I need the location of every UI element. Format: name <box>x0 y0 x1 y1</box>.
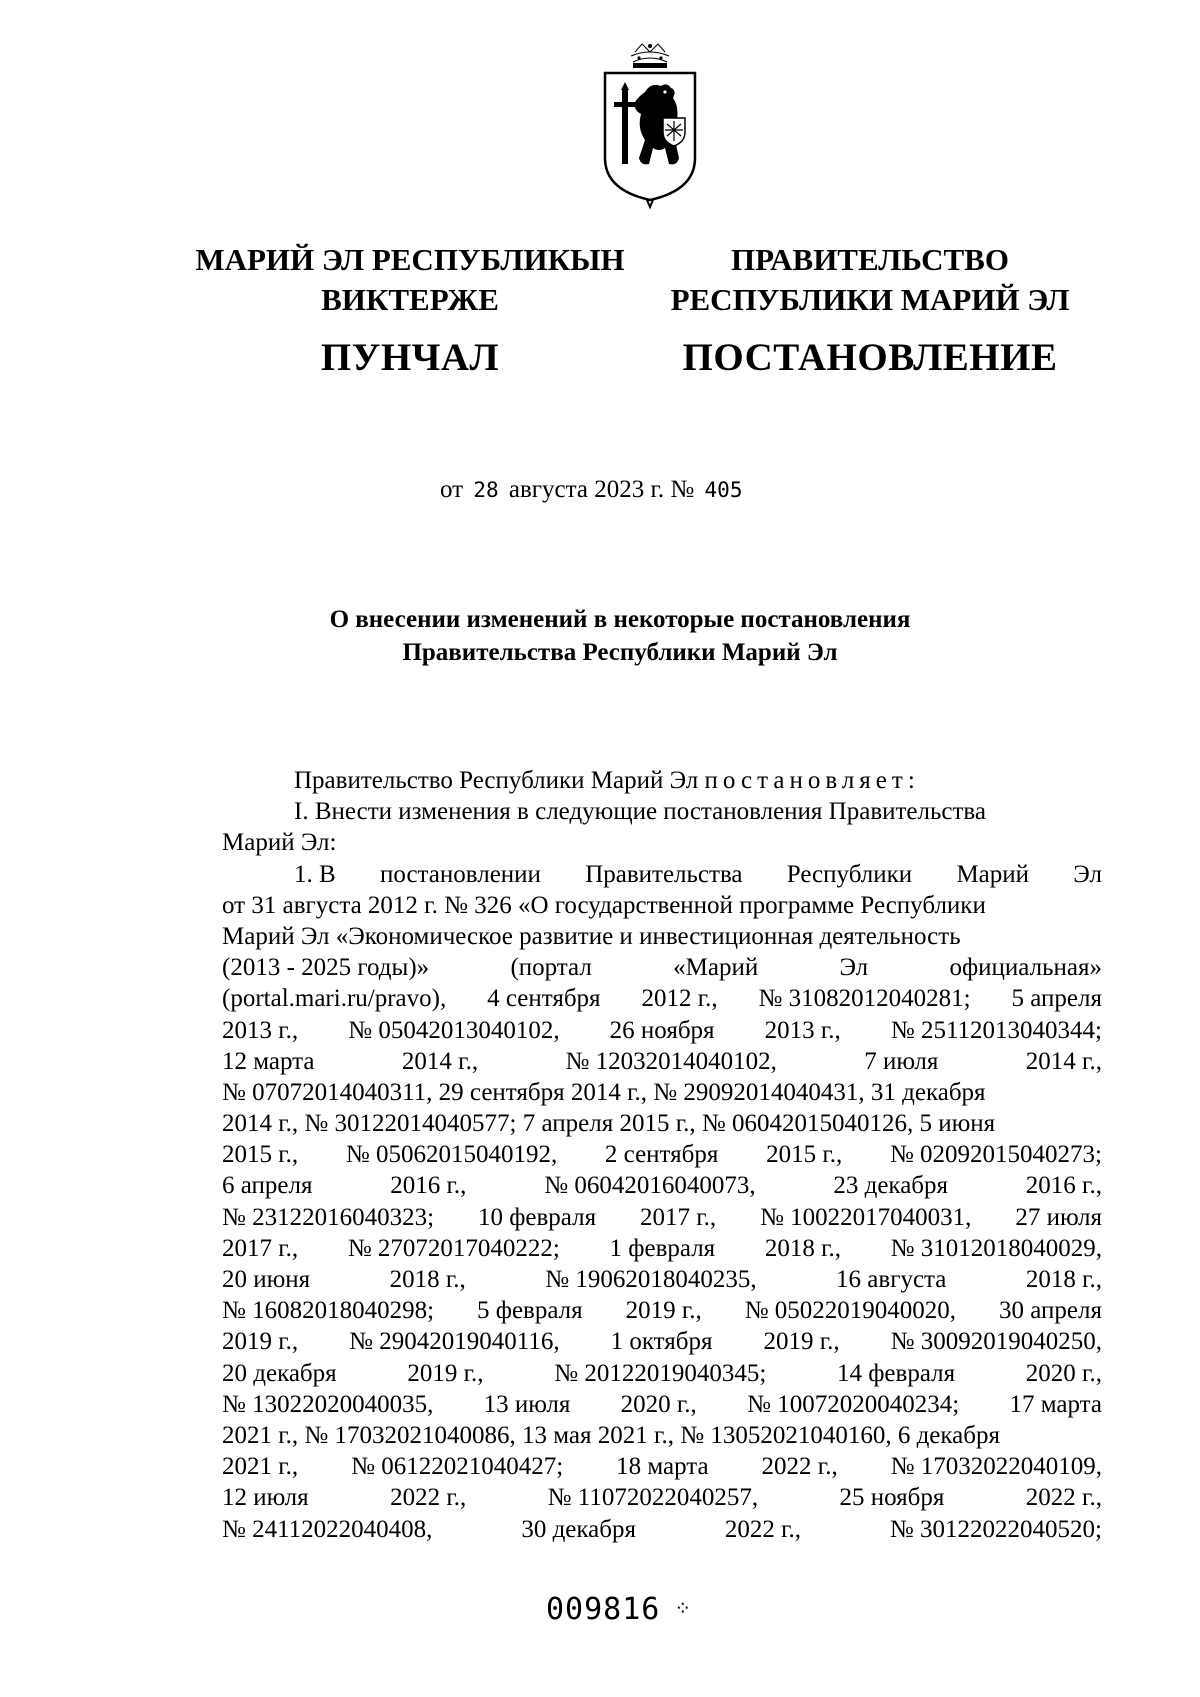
header-left-doc-type: ПУНЧАЛ <box>320 335 500 379</box>
document-title <box>230 603 1010 669</box>
text-token: 14 февраля <box>836 1359 956 1387</box>
text-line <box>222 1451 1102 1482</box>
document-body <box>222 765 1102 1545</box>
title-line-1: О внесении изменений в некоторые постановления <box>329 606 911 633</box>
text-token: № 10022017040031, <box>760 1203 972 1231</box>
text-line <box>222 1170 1102 1201</box>
paragraph-item-1 <box>222 796 1102 858</box>
text-token: 1. В <box>294 860 336 888</box>
text-token: № 06122021040427; <box>351 1453 564 1481</box>
text-token: от 31 августа 2012 г. № 326 «О государственной программе Республики <box>222 891 986 919</box>
text-token: 2022 г., <box>1025 1484 1102 1512</box>
text-token: № 10072020040234; <box>747 1390 960 1418</box>
text-line <box>222 1326 1102 1357</box>
text-line <box>222 890 1102 921</box>
preamble-text: Правительство Республики Марий Эл <box>294 767 699 794</box>
text-token: (2013 - 2025 годы)» <box>222 954 430 982</box>
text-line <box>222 1420 1102 1451</box>
text-token: 2012 г., <box>641 985 718 1013</box>
ornament-icon: ⁘ <box>674 1596 693 1620</box>
document-number: 405 <box>704 478 743 502</box>
text-token: № 13022020040035, <box>222 1390 434 1418</box>
serial-number-text: 009816 <box>546 1592 661 1627</box>
text-token: 30 апреля <box>999 1297 1102 1325</box>
text-line <box>222 859 1102 890</box>
header-mari <box>160 240 660 383</box>
text-line <box>222 1482 1102 1513</box>
text-token: № 24112022040408, <box>222 1515 433 1543</box>
text-token: 2014 г., <box>401 1047 479 1075</box>
header-right-line2: РЕСПУБЛИКИ МАРИЙ ЭЛ <box>670 282 1070 318</box>
text-token: 16 августа <box>836 1266 947 1293</box>
header-left-line1: МАРИЙ ЭЛ РЕСПУБЛИКЫН <box>195 242 625 277</box>
text-token: № 11072022040257, <box>547 1484 759 1512</box>
date-line <box>440 476 746 504</box>
text-line <box>222 1514 1102 1545</box>
text-token: Эл <box>1073 860 1102 888</box>
text-token: 20 июня <box>222 1266 311 1293</box>
text-token: 26 ноября <box>609 1016 715 1044</box>
text-line <box>222 1264 1102 1295</box>
text-token: «Марий <box>673 954 759 982</box>
text-token: № 20122019040345; <box>554 1359 767 1387</box>
text-token: № 12032014040102, <box>565 1047 777 1075</box>
text-token: 2019 г., <box>407 1359 484 1387</box>
text-token: 13 июля <box>483 1390 571 1418</box>
text-token: 2014 г., <box>1025 1047 1102 1075</box>
date-day: 28 <box>473 478 499 502</box>
paragraph-subitem-1 <box>222 859 1102 1545</box>
text-token: 2022 г., <box>761 1453 838 1481</box>
text-token: № 31012018040029, <box>890 1234 1102 1262</box>
text-token: № 25112013040344; <box>890 1016 1102 1044</box>
text-token: официальная» <box>949 954 1102 982</box>
text-token: № 17032022040109, <box>890 1453 1102 1481</box>
text-token: № 06042016040073, <box>544 1172 756 1200</box>
preamble-decrees: постановляет: <box>704 767 920 794</box>
header-russian <box>660 240 1080 383</box>
text-token: 2015 г., <box>766 1141 843 1169</box>
header-right-line1: ПРАВИТЕЛЬСТВО <box>731 242 1009 277</box>
form-serial-number <box>546 1592 692 1627</box>
text-token: 17 марта <box>1009 1390 1102 1418</box>
text-token: постановлении <box>379 860 541 888</box>
header-right-doc-type: ПОСТАНОВЛЕНИЕ <box>682 335 1058 379</box>
text-token: 2 сентября <box>604 1141 719 1169</box>
text-token: 20 декабря <box>222 1359 337 1387</box>
text-token: 2021 г., № 17032021040086, 13 мая 2021 г., № 13052021040160, 6 декабря <box>222 1421 1000 1449</box>
title-line-2: Правительства Республики Марий Эл <box>402 639 838 666</box>
text-token: 25 ноября <box>839 1484 945 1512</box>
text-token: 2018 г., <box>1025 1266 1102 1293</box>
text-token: № 30092019040250, <box>890 1328 1102 1356</box>
text-token: 2019 г., <box>763 1328 840 1356</box>
text-token: 2017 г., <box>222 1234 299 1262</box>
text-token: 2020 г., <box>620 1390 697 1418</box>
text-line <box>222 1015 1102 1046</box>
text-token: 2015 г., <box>222 1141 299 1169</box>
text-token: 2017 г., <box>639 1203 717 1231</box>
coat-of-arms-icon <box>595 40 705 210</box>
text-token: № 31082012040281; <box>758 985 971 1013</box>
text-token: № 30122022040520; <box>889 1515 1102 1543</box>
text-token: 2019 г., <box>625 1297 702 1325</box>
text-line <box>222 1202 1102 1233</box>
text-token: 7 июля <box>864 1047 939 1075</box>
text-token: 27 июля <box>1015 1203 1102 1231</box>
text-token: (портал <box>510 954 592 982</box>
text-line <box>222 1139 1102 1170</box>
text-line <box>222 952 1102 983</box>
text-token: № 27072017040222; <box>347 1234 560 1262</box>
paragraph-line: I. Внести изменения в следующие постановления Правительства <box>294 798 986 826</box>
text-line <box>222 983 1102 1014</box>
text-line <box>222 1389 1102 1420</box>
text-line <box>222 1108 1102 1139</box>
text-token: № 05062015040192, <box>345 1141 558 1169</box>
text-token: № 16082018040298; <box>222 1297 435 1325</box>
text-token: № 05022019040020, <box>744 1297 957 1325</box>
date-prefix: от <box>440 476 464 503</box>
text-line <box>222 1046 1102 1077</box>
text-token: 12 марта <box>222 1047 315 1075</box>
text-token: 10 февраля <box>477 1203 597 1231</box>
text-token: 2019 г., <box>222 1328 299 1356</box>
text-token: № 29042019040116, <box>349 1328 560 1356</box>
text-token: 2018 г., <box>389 1266 466 1293</box>
text-token: 2022 г., <box>390 1484 467 1512</box>
paragraph-preamble <box>222 765 1102 796</box>
text-token: № 07072014040311, 29 сентября 2014 г., № 29092014040431, 31 декабря <box>222 1078 986 1106</box>
date-month-year: августа 2023 г. № <box>508 476 695 503</box>
text-token: 1 октября <box>610 1328 713 1356</box>
text-token: 18 марта <box>616 1453 709 1481</box>
text-token: 6 апреля <box>222 1172 313 1200</box>
text-token: 1 февраля <box>609 1234 716 1262</box>
text-token: 30 декабря <box>521 1515 636 1543</box>
text-token: 2021 г., <box>222 1453 299 1481</box>
text-token: 2016 г., <box>390 1172 467 1200</box>
text-token: 5 апреля <box>1011 985 1102 1013</box>
text-token: 2013 г., <box>222 1016 299 1044</box>
text-line <box>222 1077 1102 1108</box>
text-token: № 23122016040323; <box>222 1203 435 1231</box>
text-line <box>222 921 1102 952</box>
text-line <box>222 1358 1102 1389</box>
text-token: № 19062018040235, <box>545 1266 757 1293</box>
text-token: 2022 г., <box>724 1515 802 1543</box>
text-token: 2014 г., № 30122014040577; 7 апреля 2015 г., № 06042015040126, 5 июня <box>222 1110 996 1138</box>
text-token: (portal.mari.ru/pravo), <box>222 985 447 1013</box>
text-token: № 02092015040273; <box>889 1141 1102 1169</box>
text-line <box>222 1233 1102 1264</box>
text-token: Эл <box>839 954 869 982</box>
text-token: 2013 г., <box>764 1016 841 1044</box>
text-token: Правительства <box>585 860 743 888</box>
text-token: 2020 г., <box>1025 1359 1102 1387</box>
text-token: Марий Эл «Экономическое развитие и инвестиционная деятельность <box>222 922 961 950</box>
text-token: Марий <box>956 860 1030 888</box>
text-token: 5 февраля <box>477 1297 583 1325</box>
text-line <box>222 1295 1102 1326</box>
text-token: Республики <box>786 860 913 888</box>
text-token: 4 сентября <box>487 985 601 1013</box>
text-token: 2016 г., <box>1025 1172 1102 1200</box>
header-left-line2: ВИКТЕРЖЕ <box>321 282 499 318</box>
paragraph-line: Марий Эл: <box>222 829 337 857</box>
text-token: 23 декабря <box>833 1172 949 1200</box>
text-token: № 05042013040102, <box>348 1016 560 1044</box>
text-token: 2018 г., <box>764 1234 841 1262</box>
text-token: 12 июля <box>222 1484 309 1512</box>
